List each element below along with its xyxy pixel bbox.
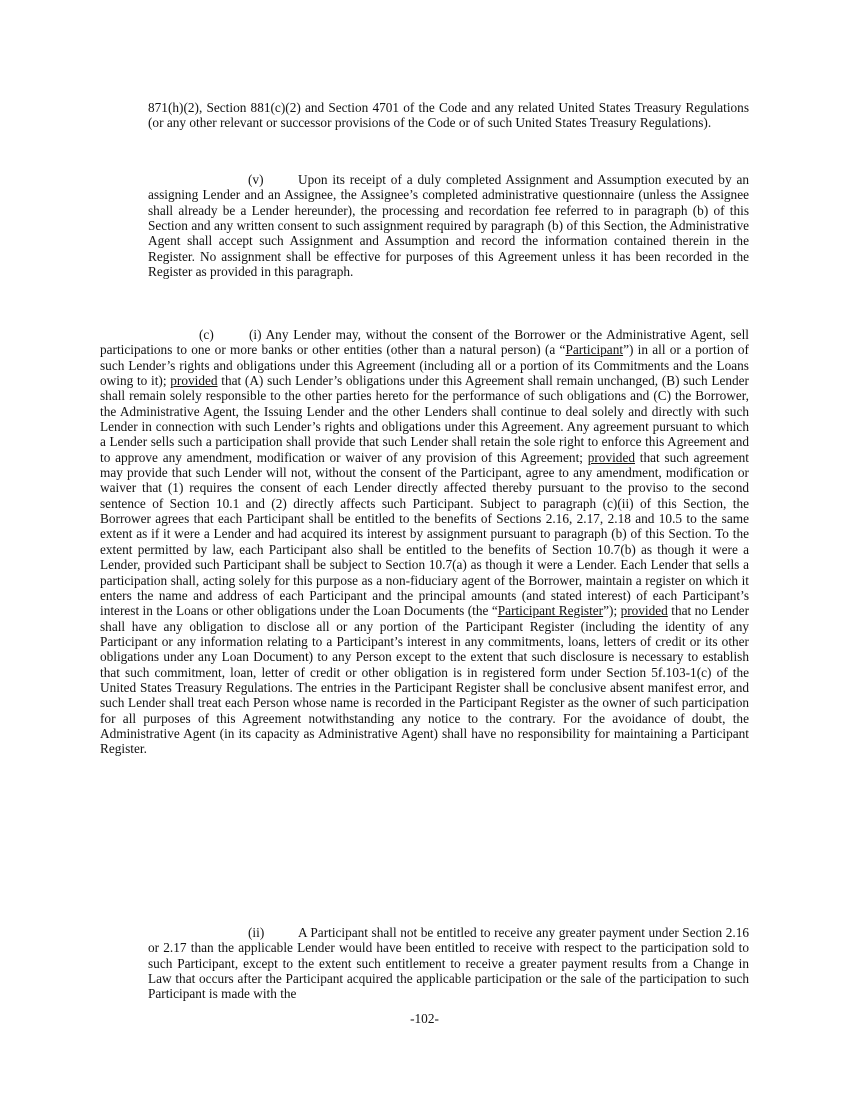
- paragraph-text-segment: that no Lender shall have any obligation to disclose all or any portion of the Participant Register (including the identity of any Participant or any information relating to a Participant’s interest in any commitments, loans, letters of credit or its other obligations under any Loan Document) to any Person except to the extent that such disclosure is necessary to establish that such commitment, loan, letter of credit or other obligation is in registered form under Section 5f.103-1(c) of the United States Treasury Regulations. The entries in the Participant Register shall be conclusive absent manifest error, and such Lender shall treat each Person whose name is recorded in the Participant Register as the owner of such participation for all purposes of this Agreement notwithstanding any notice to the contrary. For the avoidance of doubt, the Administrative Agent (in its capacity as Administrative Agent) shall have no responsibility for maintaining a Participant Register.: [100, 603, 749, 757]
- paragraph-c-i: [100, 327, 749, 757]
- paragraph-enumerator: (c): [199, 327, 214, 342]
- paragraph-text-segment: ”);: [603, 603, 621, 619]
- proviso-term: provided: [170, 373, 218, 389]
- paragraph-text: A Participant shall not be entitled to receive any greater payment under Section 2.16 or 2.17 than the applicable Lender would have been entitled to receive with respect to the participation sold to such Participant, except to the extent such entitlement to receive a greater payment results from a Change in Law that occurs after the Participant acquired the applicable participation or the sale of the participation to such Participant is made with the: [148, 925, 749, 1002]
- page-number: -102-: [410, 1011, 439, 1026]
- paragraph-text: Upon its receipt of a duly completed Assignment and Assumption executed by an assigning Lender and an Assignee, the Assignee’s completed administrative questionnaire (unless the Assignee shall already be a Lender hereunder), the processing and recordation fee referred to in paragraph (b) of this Section and any written consent to such assignment required by paragraph (b) of this Section, the Administrative Agent shall accept such Assignment and Assumption and record the information contained therein in the Register. No assignment shall be effective for purposes of this Agreement unless it has been recorded in the Register as provided in this paragraph.: [148, 172, 749, 280]
- paragraph-b-v: [148, 172, 749, 279]
- paragraph-enumerator: (ii): [248, 925, 265, 940]
- paragraph-text-segment: that (A) such Lender’s obligations under this Agreement shall remain unchanged, (B) such Lender shall remain solely responsible to the other parties hereto for the performance of such obligations and (C) the Borrower, the Administrative Agent, the Issuing Lender and the other Lenders shall continue to deal solely and directly with such Lender in connection with such Lender’s rights and obligations under this Agreement. Any agreement pursuant to which a Lender sells such a participation shall provide that such Lender shall retain the sole right to enforce this Agreement and to approve any amendment, modification or waiver of any provision of this Agreement;: [100, 373, 749, 465]
- paragraph-b-iv-continuation: [148, 100, 749, 131]
- paragraph-text-segment: ”) in all or a portion of such Lender’s rights and obligations under this Agreement (including all or a portion of its Commitments and the Loans owing to it);: [100, 342, 749, 389]
- paragraph-text-segment: (i) Any Lender may, without the consent of the Borrower or the Administrative Agent, sell participations to one or more banks or other entities (other than a natural person) (a “: [100, 327, 749, 358]
- paragraph-text: 871(h)(2), Section 881(c)(2) and Section 4701 of the Code and any related United States Treasury Regulations (or any other relevant or successor provisions of the Code or of such United States Treasury Regulations).: [148, 100, 749, 131]
- defined-term-participant: Participant: [565, 342, 624, 358]
- proviso-term: provided: [587, 449, 636, 465]
- defined-term-participant-register: Participant Register: [497, 603, 604, 619]
- paragraph-enumerator: (v): [248, 172, 264, 187]
- paragraph-text-segment: that such agreement may provide that such Lender will not, without the consent of the Participant, agree to any amendment, modification or waiver that (1) requires the consent of each Lender directly affected thereby pursuant to the proviso to the second sentence of Section 10.1 and (2) directly affects such Participant. Subject to paragraph (c)(ii) of this Section, the Borrower agrees that each Participant shall be entitled to the benefits of Sections 2.16, 2.17, 2.18 and 10.5 to the same extent as if it were a Lender and had acquired its interest by assignment pursuant to paragraph (b) of this Section. To the extent permitted by law, each Participant also shall be entitled to the benefits of Section 10.7(b) as though it were a Lender, provided such Participant shall be subject to Section 10.7(a) as though it were a Lender. Each Lender that sells a participation shall, acting solely for this purpose as a non-fiduciary agent of the Borrower, maintain a register on which it enters the name and address of each Participant and the principal amounts (and stated interest) of each Participant’s interest in the Loans or other obligations under the Loan Documents (the “: [100, 449, 749, 619]
- paragraph-c-ii: [148, 925, 749, 1002]
- proviso-term: provided: [620, 603, 668, 619]
